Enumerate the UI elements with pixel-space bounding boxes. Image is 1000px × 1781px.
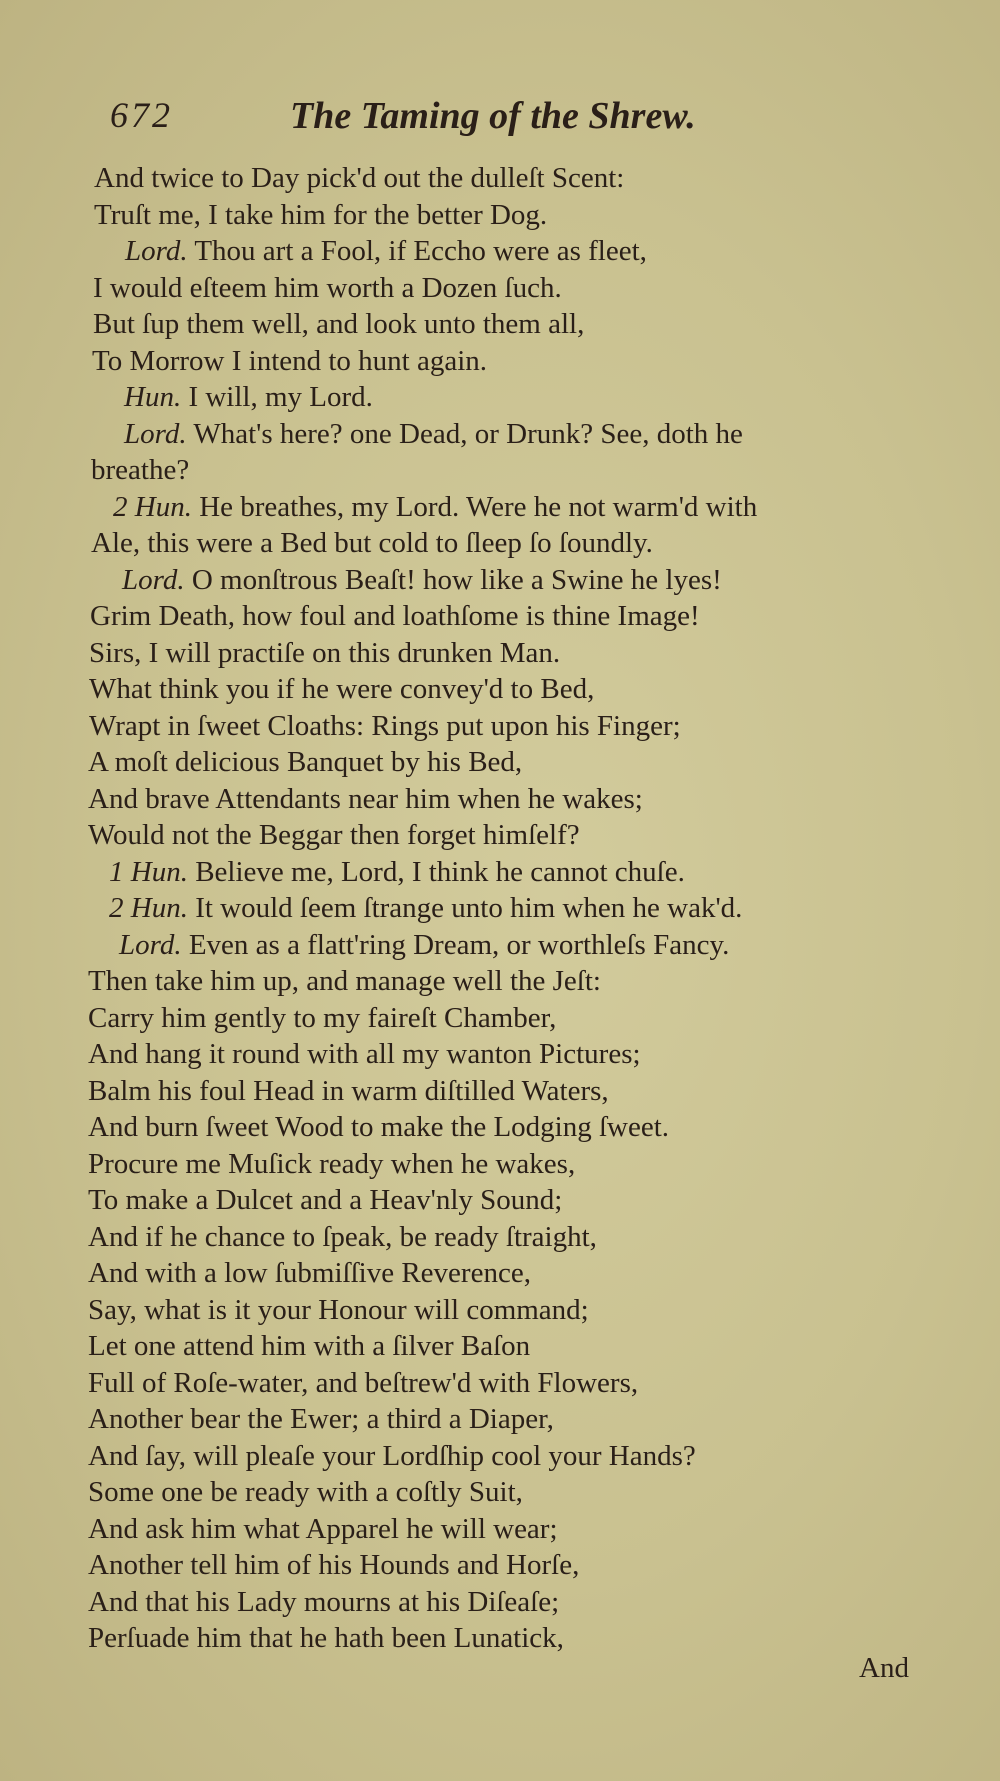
speaker-name: Hun. bbox=[124, 381, 182, 413]
text-line bbox=[88, 1511, 948, 1548]
text-line bbox=[88, 1328, 948, 1365]
text-line bbox=[88, 197, 948, 234]
line-text: Perſuade him that he hath been Lunatick, bbox=[88, 1622, 564, 1654]
text-line bbox=[88, 1401, 948, 1438]
line-text: And with a low ſubmiſſive Reverence, bbox=[88, 1257, 531, 1289]
text-line bbox=[88, 306, 948, 343]
text-line bbox=[88, 1073, 948, 1110]
text-line bbox=[88, 416, 948, 453]
line-text: Even as a flatt'ring Dream, or worthleſs Fancy. bbox=[188, 928, 730, 961]
line-text: Grim Death, how foul and loathſome is thine Image! bbox=[90, 600, 700, 632]
text-line bbox=[88, 781, 948, 818]
line-text: And brave Attendants near him when he wakes; bbox=[88, 782, 643, 815]
text-line bbox=[88, 452, 948, 489]
text-line bbox=[88, 525, 948, 562]
text-line bbox=[88, 744, 948, 781]
text-line bbox=[88, 1146, 948, 1183]
text-line bbox=[88, 1620, 948, 1657]
text-line bbox=[88, 1036, 948, 1073]
line-text: Wrapt in ſweet Cloaths: Rings put upon his Finger; bbox=[89, 709, 681, 742]
text-line bbox=[88, 1474, 948, 1511]
text-line bbox=[88, 1219, 948, 1256]
line-text: Say, what is it your Honour will command; bbox=[88, 1293, 589, 1326]
text-line bbox=[88, 854, 948, 891]
line-text: What's here? one Dead, or Drunk? See, doth he bbox=[193, 417, 743, 450]
line-text: And burn ſweet Wood to make the Lodging ſweet. bbox=[88, 1111, 670, 1143]
line-text: Another bear the Ewer; a third a Diaper, bbox=[88, 1403, 554, 1435]
speaker-name: Lord. bbox=[119, 928, 182, 961]
text-line bbox=[88, 963, 948, 1000]
speaker-name: Lord. bbox=[122, 563, 185, 596]
line-text: Full of Roſe-water, and beſtrew'd with Flowers, bbox=[88, 1366, 639, 1399]
line-text: What think you if he were convey'd to Bed, bbox=[89, 673, 595, 705]
speaker-name: Lord. bbox=[125, 235, 188, 267]
line-text: And if he chance to ſpeak, be ready ſtraight, bbox=[88, 1220, 597, 1253]
text-line bbox=[88, 708, 948, 745]
text-line bbox=[88, 671, 948, 708]
line-text: And ſay, will pleaſe your Lordſhip cool your Hands? bbox=[88, 1439, 696, 1472]
text-line bbox=[88, 1255, 948, 1292]
text-line bbox=[88, 890, 948, 927]
line-text: Sirs, I will practiſe on this drunken Man. bbox=[89, 636, 561, 669]
text-line bbox=[88, 1438, 948, 1475]
line-text: He breathes, my Lord. Were he not warm'd with bbox=[199, 490, 758, 523]
text-line bbox=[88, 160, 948, 197]
play-text bbox=[88, 160, 948, 1657]
line-text: And ask him what Apparel he will wear; bbox=[88, 1512, 558, 1545]
line-text: To Morrow I intend to hunt again. bbox=[92, 344, 488, 377]
line-text: It would ſeem ſtrange unto him when he wak'd. bbox=[195, 892, 743, 924]
text-line bbox=[88, 1365, 948, 1402]
speaker-name: 2 Hun. bbox=[113, 490, 192, 523]
catchword: And bbox=[859, 1652, 909, 1684]
line-text: Carry him gently to my faireſt Chamber, bbox=[88, 1001, 557, 1034]
line-text: I would eſteem him worth a Dozen ſuch. bbox=[93, 271, 562, 304]
line-text: Procure me Muſick ready when he wakes, bbox=[88, 1147, 576, 1180]
line-text: And twice to Day pick'd out the dulleſt Scent: bbox=[94, 162, 625, 194]
text-line bbox=[88, 1292, 948, 1329]
page-number: 672 bbox=[110, 95, 173, 135]
line-text: Balm his foul Head in warm diſtilled Waters, bbox=[88, 1074, 609, 1107]
page-header bbox=[110, 94, 810, 144]
text-line bbox=[88, 1182, 948, 1219]
line-text: A moſt delicious Banquet by his Bed, bbox=[88, 746, 523, 778]
text-line bbox=[88, 270, 948, 307]
text-line bbox=[88, 379, 948, 416]
line-text: Believe me, Lord, I think he cannot chuſe. bbox=[195, 855, 685, 888]
text-line bbox=[88, 233, 948, 270]
text-line bbox=[88, 1547, 948, 1584]
text-line bbox=[88, 562, 948, 599]
speaker-name: 2 Hun. bbox=[109, 892, 188, 924]
text-line bbox=[88, 489, 948, 526]
line-text: O monſtrous Beaſt! how like a Swine he lyes! bbox=[191, 563, 722, 596]
text-line bbox=[88, 343, 948, 380]
text-line bbox=[88, 817, 948, 854]
text-line bbox=[88, 598, 948, 635]
line-text: Thou art a Fool, if Eccho were as fleet, bbox=[194, 235, 647, 267]
line-text: Let one attend him with a ſilver Baſon bbox=[88, 1330, 531, 1362]
text-line bbox=[88, 635, 948, 672]
line-text: Some one be ready with a coſtly Suit, bbox=[88, 1476, 523, 1508]
line-text: Would not the Beggar then forget himſelf? bbox=[88, 819, 580, 851]
text-line bbox=[88, 1109, 948, 1146]
line-text: But ſup them well, and look unto them all, bbox=[93, 308, 585, 340]
text-line bbox=[88, 1000, 948, 1037]
line-text: breathe? bbox=[91, 454, 190, 486]
speaker-name: 1 Hun. bbox=[109, 855, 188, 888]
line-text: Then take him up, and manage well the Jeſt: bbox=[88, 965, 601, 997]
line-text: To make a Dulcet and a Heav'nly Sound; bbox=[88, 1184, 563, 1216]
line-text: Another tell him of his Hounds and Horſe, bbox=[88, 1549, 580, 1581]
line-text: Truſt me, I take him for the better Dog. bbox=[94, 198, 548, 231]
text-line bbox=[88, 927, 948, 964]
line-text: And that his Lady mourns at his Diſeaſe; bbox=[88, 1585, 560, 1618]
running-title: The Taming of the Shrew. bbox=[290, 95, 696, 137]
line-text: And hang it round with all my wanton Pictures; bbox=[88, 1038, 641, 1070]
speaker-name: Lord. bbox=[124, 417, 187, 450]
text-line bbox=[88, 1584, 948, 1621]
line-text: Ale, this were a Bed but cold to ſleep ſo ſoundly. bbox=[91, 527, 653, 559]
line-text: I will, my Lord. bbox=[188, 381, 373, 413]
